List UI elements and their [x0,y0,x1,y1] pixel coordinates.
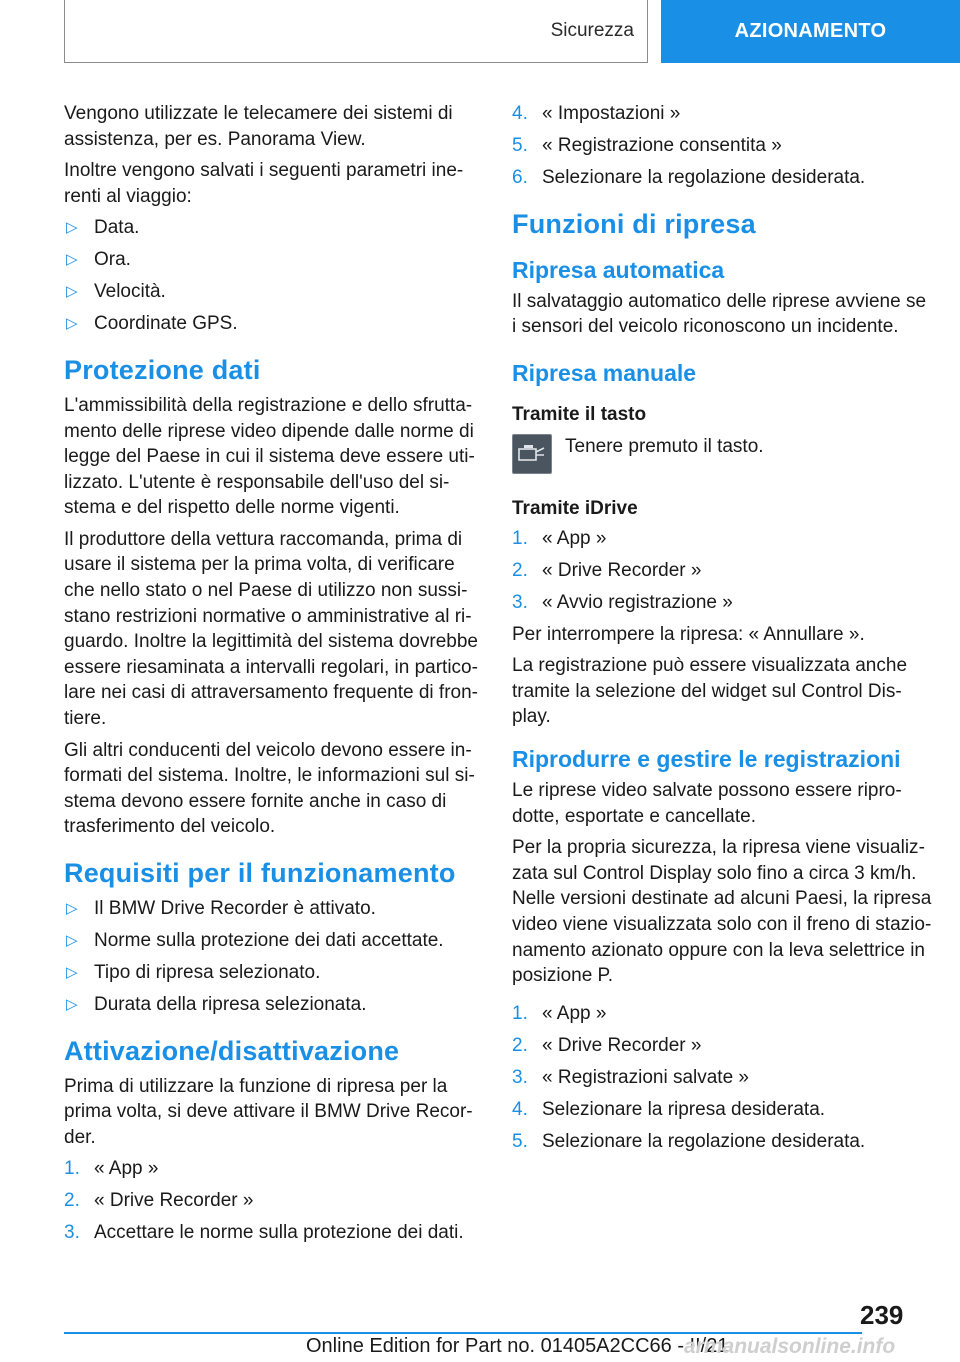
step-number: 4. [512,103,528,124]
step-item [512,165,932,191]
step-item [64,1188,484,1214]
step-number: 3. [512,1066,528,1088]
button-instruction-text: Tenere premuto il tasto. [565,435,764,457]
step-item [512,1129,932,1155]
list-item-text: Data. [94,217,140,239]
heading-requisiti: Requisiti per il funzionamento [64,858,456,889]
idrive-steps [512,526,932,616]
triangle-right-icon: ▷ [66,963,78,981]
right-column [512,101,932,1161]
triangle-right-icon: ▷ [66,251,78,269]
watermark-text: armanualsonline.info [684,1335,896,1358]
page-header [0,0,960,66]
step-item [512,133,932,159]
step-item [512,1001,932,1027]
step-text: « Drive Recorder » [542,1034,702,1056]
paragraph: Per interrompere la ripresa: « Annullare ». [512,623,865,645]
step-number: 4. [512,1098,528,1120]
step-item [512,590,932,616]
list-item [64,311,484,337]
step-text: Selezionare la ripresa desiderata. [542,1098,826,1120]
list-item-text: Velocità. [94,281,166,303]
list-item [64,992,484,1018]
paragraph: Le riprese video salvate possono essere riprodotte, esportate e cancellate. [512,780,902,827]
drive-recorder-button-icon [512,434,552,474]
triangle-right-icon: ▷ [66,900,78,918]
paragraph: Per la propria sicurezza, la ripresa viene visualizzata sul Control Display solo fino a circa 3 km/h. Nelle versioni destinate ad alcuni Paesi, la ripresa video viene visualizzata solo con il freno di stazionamento azionato oppure con la leva selettrice in posizione P. [512,837,932,987]
riprodurre-steps [512,1001,932,1155]
step-item [512,101,932,127]
requisiti-list [64,896,484,1018]
step-number: 1. [512,1002,528,1024]
list-item-text: Coordinate GPS. [94,313,238,335]
triangle-right-icon: ▷ [66,219,78,237]
heading-manuale: Ripresa manuale [512,359,697,386]
step-text: « Drive Recorder » [94,1190,254,1212]
paragraph: La registrazione può essere visualizzata anche tramite la selezione del widget sul Control Display. [512,655,908,728]
heading-tasto: Tramite il tasto [512,403,647,425]
heading-riprodurre: Riprodurre e gestire le registrazioni [512,746,901,773]
step-number: 3. [64,1222,80,1244]
paragraph: Prima di utilizzare la funzione di ripresa per la prima volta, si deve attivare il BMW Drive Recorder. [64,1075,473,1148]
step-text: « Impostazioni » [542,103,681,124]
step-text: Accettare le norme sulla protezione dei dati. [94,1222,464,1244]
settings-steps [512,101,932,191]
step-item [64,1220,484,1246]
heading-funzioni: Funzioni di ripresa [512,208,756,239]
heading-protezione: Protezione dati [64,354,261,385]
list-item-text: Durata della ripresa selezionata. [94,993,367,1015]
step-number: 2. [512,1034,528,1056]
paragraph: Gli altri conducenti del veicolo devono essere informati del sistema. Inoltre, le informazioni sul sistema devono essere fornite anche in caso di trasferimento del veicolo. [64,739,475,838]
paragraph: Inoltre vengono salvati i seguenti parametri inerenti al viaggio: [64,160,464,207]
step-number: 6. [512,166,528,188]
button-instruction [512,434,932,474]
list-item-text: Il BMW Drive Recorder è attivato. [94,898,376,920]
step-item [512,1065,932,1091]
list-item [64,928,484,954]
step-text: « App » [542,1002,607,1024]
step-item [512,526,932,552]
chapter-label: AZIONAMENTO [734,20,887,42]
step-text: « Registrazione consentita » [542,134,782,156]
triangle-right-icon: ▷ [66,315,78,333]
attivazione-steps [64,1156,484,1246]
paragraph: Il produttore della vettura raccomanda, prima di usare il sistema per la prima volta, di verificare che nello stato o nel Paese di utilizzo non sussistano restrizioni normative o amministrative al riguardo. Inoltre la legittimità del sistema dovrebbe essere riesaminata a intervalli regolari, in particolare nei casi di attraversamento frequente di frontiere. [64,528,479,730]
step-text: Selezionare la regolazione desiderata. [542,166,866,188]
step-text: Selezionare la regolazione desiderata. [542,1130,866,1152]
list-item-text: Tipo di ripresa selezionato. [94,961,321,983]
list-item [64,215,484,241]
list-item-text: Norme sulla protezione dei dati accettate. [94,930,444,951]
params-list [64,215,484,337]
step-item [512,1097,932,1123]
step-text: « App » [94,1158,159,1180]
list-item-text: Ora. [94,249,131,271]
paragraph: Vengono utilizzate le telecamere dei sistemi di assistenza, per es. Panorama View. [64,103,453,150]
list-item [64,960,484,986]
step-number: 5. [512,1130,528,1152]
triangle-right-icon: ▷ [66,932,78,949]
list-item [64,896,484,922]
paragraph: L'ammissibilità della registrazione e dello sfruttamento delle riprese video dipende dalle norme di legge del Paese in cui il sistema deve essere utilizzato. L'utente è responsabile dell'uso del sistema e del rispetto delle norme vigenti. [64,394,475,519]
list-item [64,247,484,273]
step-number: 1. [512,527,528,549]
step-number: 5. [512,134,528,156]
left-column [64,101,484,1252]
step-number: 1. [64,1158,80,1180]
triangle-right-icon: ▷ [66,283,78,301]
step-item [512,1033,932,1059]
step-number: 2. [64,1190,80,1212]
paragraph: Il salvataggio automatico delle riprese avviene se i sensori del veicolo riconoscono un incidente. [512,290,927,338]
step-item [64,1156,484,1182]
heading-idrive: Tramite iDrive [512,497,638,519]
section-tab[interactable] [64,0,648,63]
triangle-right-icon: ▷ [66,995,78,1013]
page-number: 239 [860,1300,904,1330]
heading-attivazione: Attivazione/disattivazione [64,1035,400,1066]
footer-divider [64,1332,862,1334]
step-text: « Registrazioni salvate » [542,1066,749,1088]
list-item [64,279,484,305]
edition-text: Online Edition for Part no. 01405A2CC66 - II/21 [306,1335,729,1357]
step-text: « Drive Recorder » [542,559,702,581]
step-item [512,558,932,584]
section-label: Sicurezza [550,20,634,41]
step-number: 3. [512,591,528,613]
step-text: « Avvio registrazione » [542,591,733,613]
step-text: « App » [542,527,607,549]
heading-automatica: Ripresa automatica [512,256,725,283]
chapter-tab[interactable] [661,0,960,63]
step-number: 2. [512,559,528,581]
